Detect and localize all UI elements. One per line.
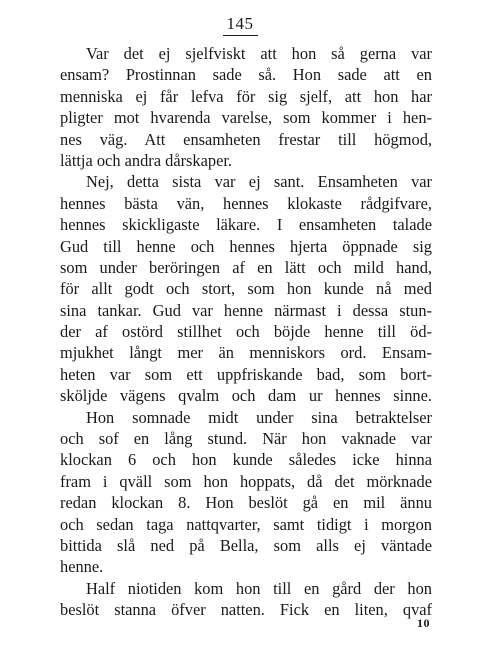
text-line: sköljde vägens qvalm och dam ur hennes sinne.	[60, 386, 432, 406]
text-line: hennes bästa vän, hennes klokaste rådgifvare,	[60, 193, 432, 213]
signature-mark: 10	[417, 616, 430, 630]
text-line: mjukhet långt mer än menniskors ord. Ensam-	[60, 343, 432, 363]
text-line: Nej, detta sista var ej sant. Ensamheten var	[86, 172, 432, 192]
text-line: klockan 6 och hon kunde således icke hinna	[60, 450, 432, 470]
text-line: för allt godt och stort, som hon kunde nå med	[60, 279, 432, 299]
text-line: henne.	[60, 557, 104, 577]
text-line: och sof en lång stund. När hon vaknade var	[60, 429, 432, 449]
text-line: sina tankar. Gud var henne närmast i dessa stun-	[60, 300, 432, 320]
text-line: hennes skickligaste läkare. I ensamheten talade	[60, 215, 432, 235]
text-line: beslöt stanna öfver natten. Fick en liten, qvaf	[60, 600, 432, 620]
text-line: pligter mot hvarenda varelse, som kommer i hen-	[60, 108, 432, 128]
body-text	[60, 43, 432, 621]
text-line: Var det ej sjelfviskt att hon så gerna var	[86, 44, 432, 63]
text-line: heten var som ett uppfriskande bad, som bort-	[60, 364, 432, 384]
text-line: och sedan taga nattqvarter, samt tidigt i morgon	[60, 514, 432, 534]
text-line: Hon somnade midt under sina betraktelser	[86, 407, 432, 427]
text-line: Gud till henne och hennes hjerta öppnade sig	[60, 236, 432, 256]
text-line: Half niotiden kom hon till en gård der hon	[86, 578, 432, 598]
text-line: bittida slå ned på Bella, som alls ej väntade	[60, 535, 432, 555]
text-line: menniska ej får lefva för sig sjelf, att hon har	[60, 86, 432, 106]
page-number-text: 145	[223, 14, 258, 36]
text-line: fram i qväll som hon hoppats, då det mörknade	[60, 471, 432, 491]
text-line: der af ostörd stillhet och böjde henne till öd-	[60, 322, 432, 342]
page-number	[0, 14, 480, 36]
text-line: nes väg. Att ensamheten frestar till högmod,	[60, 129, 432, 149]
text-line: ensam? Prostinnan sade så. Hon sade att en	[60, 65, 432, 85]
text-line: redan klockan 8. Hon beslöt gå en mil ännu	[60, 493, 432, 513]
text-line: som under beröringen af en lätt och mild hand,	[60, 257, 432, 277]
text-line: lättja och andra dårskaper.	[60, 150, 233, 170]
